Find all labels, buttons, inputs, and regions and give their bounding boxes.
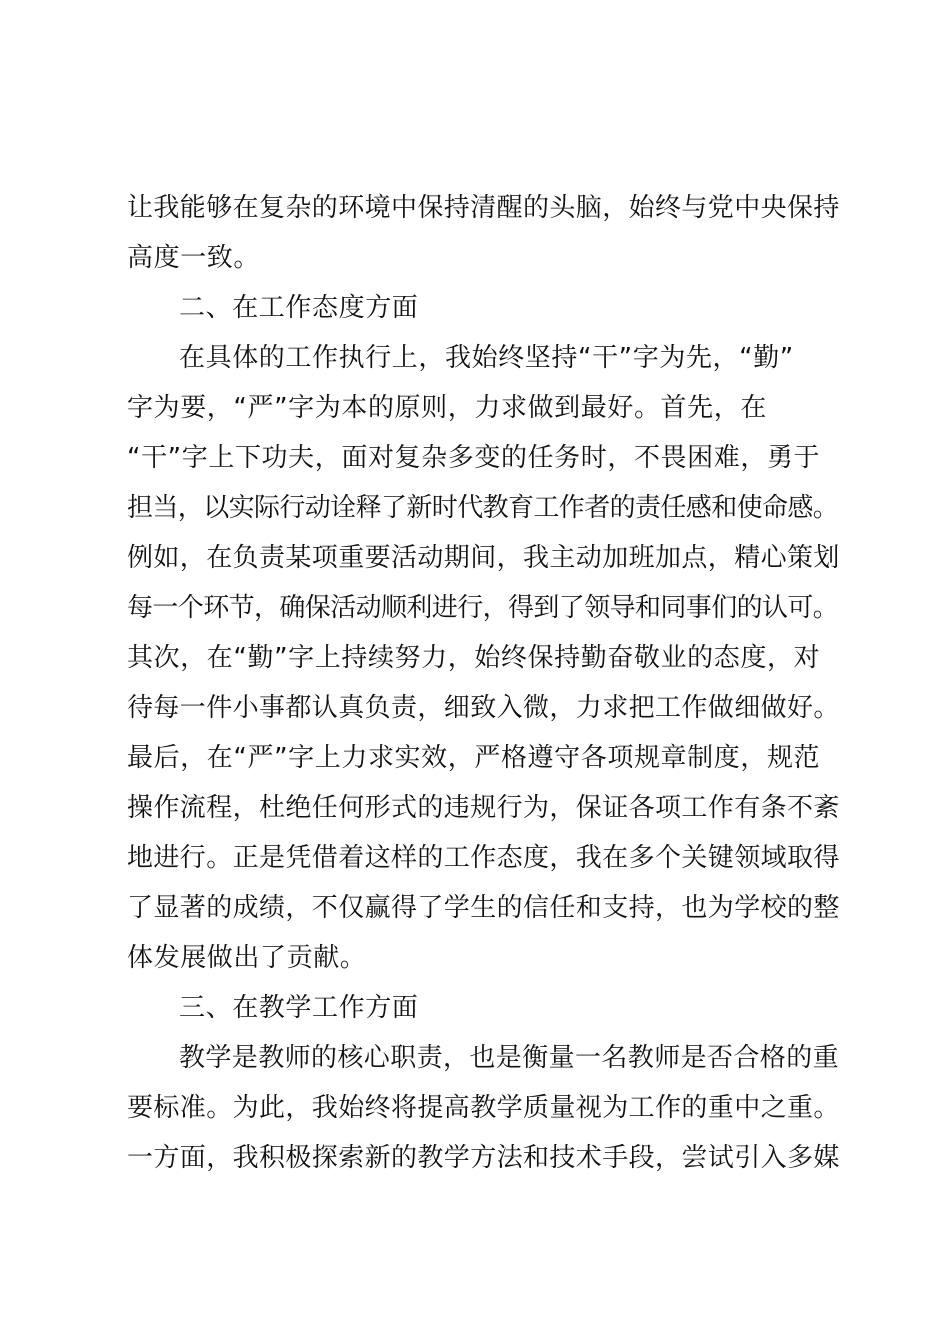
text-line: 其次，在“勤”字上持续努力，始终保持勤奋敬业的态度，对 [127, 643, 821, 673]
text-line: 让我能够在复杂的环境中保持清醒的头脑，始终与党中央保持 [127, 193, 840, 223]
text-line: “干”字上下功夫，面对复杂多变的任务时，不畏困难，勇于 [127, 443, 821, 473]
text-line: 字为要，“严”字为本的原则，力求做到最好。首先，在 [127, 393, 767, 423]
text-line: 高度一致。 [127, 243, 261, 273]
section-heading: 二、在工作态度方面 [179, 293, 419, 323]
text-line: 待每一件小事都认真负责，细致入微，力求把工作做细做好。 [127, 693, 840, 723]
text-line: 例如，在负责某项重要活动期间，我主动加班加点，精心策划 [127, 543, 840, 573]
text-line: 操作流程，杜绝任何形式的违规行为，保证各项工作有条不紊 [127, 793, 840, 823]
text-line: 教学是教师的核心职责，也是衡量一名教师是否合格的重 [179, 1043, 840, 1073]
text-line: 在具体的工作执行上，我始终坚持“干”字为先，“勤” [179, 343, 794, 373]
document-body [127, 183, 840, 1183]
text-line: 地进行。正是凭借着这样的工作态度，我在多个关键领域取得 [127, 843, 840, 873]
text-line: 最后，在“严”字上力求实效，严格遵守各项规章制度，规范 [127, 743, 821, 773]
text-line: 了显著的成绩，不仅赢得了学生的信任和支持，也为学校的整 [127, 893, 840, 923]
section-heading: 三、在教学工作方面 [179, 993, 419, 1023]
text-line: 一方面，我积极探索新的教学方法和技术手段，尝试引入多媒 [127, 1143, 840, 1173]
text-line: 担当，以实际行动诠释了新时代教育工作者的责任感和使命感。 [127, 493, 839, 523]
text-line: 体发展做出了贡献。 [127, 943, 367, 973]
text-line: 每一个环节，确保活动顺利进行，得到了领导和同事们的认可。 [127, 593, 839, 623]
text-line: 要标准。为此，我始终将提高教学质量视为工作的重中之重。 [127, 1093, 840, 1123]
